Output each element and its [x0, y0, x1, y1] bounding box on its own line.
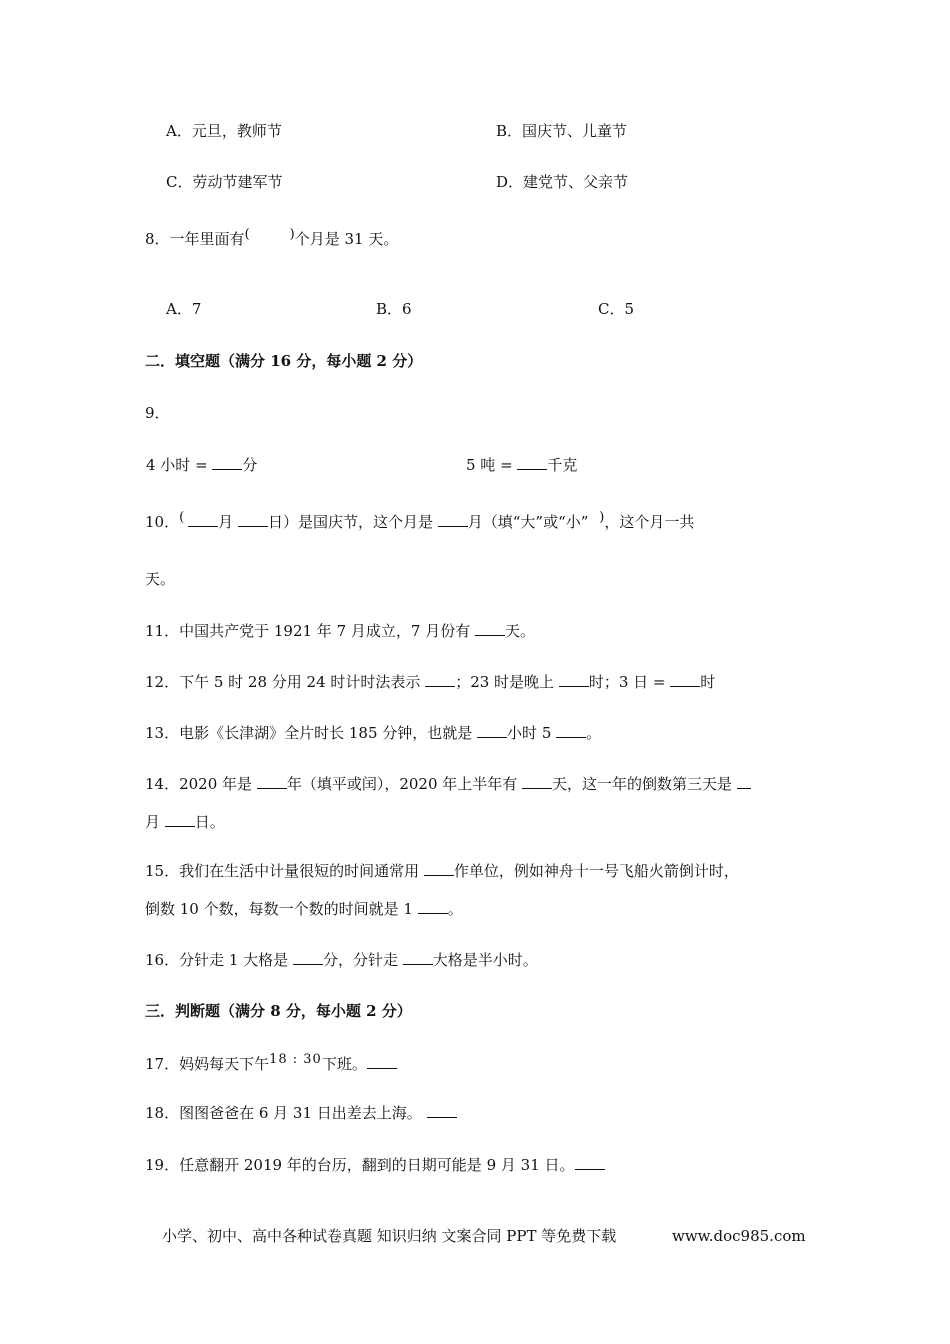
q10-paren-close: ) [599, 510, 605, 525]
question-16 [145, 950, 538, 970]
q14-text-2: 年（填平或闰），2020 年上半年有 [286, 775, 518, 793]
q14-line2-text-1: 月 [145, 813, 161, 831]
q14-blank-1[interactable] [257, 774, 287, 789]
q12-text-2: ；23 时是晚上 [455, 673, 555, 691]
q15-blank-2[interactable] [418, 899, 448, 914]
q16-blank-2[interactable] [403, 950, 433, 965]
q10-text-1: 月 [218, 513, 234, 531]
q10-text-4: ，这个月一共 [604, 513, 695, 531]
q16-text-3: 大格是半小时。 [432, 951, 538, 969]
q17-blank[interactable] [367, 1054, 397, 1069]
q8-paren-open: ( [244, 227, 250, 242]
q17-time: 18 : 30 [269, 1052, 322, 1067]
question-10 [145, 512, 694, 534]
q14-blank-2[interactable] [522, 774, 552, 789]
q7-option-c: C．劳动节建军节 [166, 173, 283, 191]
q19-blank[interactable] [575, 1155, 605, 1170]
q13-blank-2[interactable] [556, 723, 586, 738]
q13-blank-1[interactable] [477, 723, 507, 738]
q12-blank-1[interactable] [425, 672, 455, 687]
footer-text: 小学、初中、高中各种试卷真题 知识归纳 文案合同 PPT 等免费下载 [162, 1227, 617, 1245]
q9-right-before: 5 吨 = [466, 456, 518, 474]
q16-text-1: 16．分针走 1 大格是 [145, 951, 289, 969]
question-13 [145, 723, 601, 743]
q12-text-1: 12．下午 5 时 28 分用 24 时计时法表示 [145, 673, 421, 691]
q9-left-blank[interactable] [212, 455, 242, 470]
q10-blank-day[interactable] [238, 512, 268, 527]
q11-text: 11．中国共产党于 1921 年 7 月成立，7 月份有 [145, 622, 471, 640]
q12-blank-3[interactable] [670, 672, 700, 687]
q17-text-1: 17．妈妈每天下午 [145, 1055, 270, 1073]
q7-option-b: B．国庆节、儿童节 [496, 122, 628, 140]
q19-text: 19．任意翻开 2019 年的台历，翻到的日期可能是 9 月 31 日。 [145, 1156, 575, 1174]
q15-line2-text-1: 倒数 10 个数，每数一个数的时间就是 1 [145, 900, 413, 918]
q8-option-a: A．7 [166, 300, 202, 318]
q14-line2-text-2: 日。 [194, 813, 225, 831]
q18-text: 18．图图爸爸在 6 月 31 日出差去上海。 [145, 1104, 422, 1122]
q14-blank-3[interactable] [737, 774, 751, 789]
q13-text-3: 。 [586, 724, 602, 742]
q7-option-d: D．建党节、父亲节 [496, 173, 629, 191]
q8-text-after: 个月是 31 天。 [294, 230, 399, 248]
q8-option-c: C．5 [598, 300, 635, 318]
question-11 [145, 621, 535, 641]
q16-text-2: 分，分针走 [322, 951, 398, 969]
q11-blank[interactable] [475, 621, 505, 636]
q14-text-3: 天，这一年的倒数第三天是 [552, 775, 733, 793]
q9-left-after: 分 [242, 456, 258, 474]
q12-blank-2[interactable] [559, 672, 589, 687]
q15-text-1: 15．我们在生活中计量很短的时间通常用 [145, 862, 420, 880]
q10-text-3: 月（填“大”或“小” [467, 513, 589, 531]
q8-number: 8． [145, 230, 170, 248]
q14-text-1: 14．2020 年是 [145, 775, 253, 793]
q15-text-2: 作单位，例如神舟十一号飞船火箭倒计时， [453, 862, 739, 880]
q14-blank-4[interactable] [165, 812, 195, 827]
q18-blank[interactable] [427, 1103, 457, 1118]
q9-right-blank[interactable] [517, 455, 547, 470]
q7-option-a: A．元旦，教师节 [166, 122, 282, 140]
q12-text-4: 时 [700, 673, 716, 691]
question-19 [145, 1155, 605, 1175]
question-8 [145, 229, 398, 251]
question-15 [145, 861, 739, 881]
question-12 [145, 672, 715, 692]
q16-blank-1[interactable] [293, 950, 323, 965]
q8-paren-close: ) [289, 227, 295, 242]
q8-text-before: 一年里面有 [169, 230, 245, 248]
q9-left [146, 455, 257, 475]
q10-blank-size[interactable] [438, 512, 468, 527]
q10-text-2: 日）是国庆节，这个月是 [267, 513, 433, 531]
q13-text-1: 13．电影《长津湖》全片时长 185 分钟，也就是 [145, 724, 473, 742]
q15-line2-text-2: 。 [447, 900, 463, 918]
q10-blank-month[interactable] [188, 512, 218, 527]
q9-number: 9． [145, 404, 170, 422]
q12-text-3: 时；3 日 = [588, 673, 671, 691]
q14-line-2 [145, 812, 225, 832]
question-17 [145, 1054, 397, 1076]
q10-paren-open: ( [179, 510, 185, 525]
q15-blank-1[interactable] [424, 861, 454, 876]
section-3-title: 三．判断题（满分 8 分，每小题 2 分） [145, 1002, 412, 1020]
footer-url[interactable]: www.doc985.com [672, 1227, 806, 1245]
q17-text-2: 下班。 [321, 1055, 367, 1073]
section-2-title: 二．填空题（满分 16 分，每小题 2 分） [145, 352, 423, 370]
q10-number: 10． [145, 513, 180, 531]
q8-option-b: B．6 [376, 300, 412, 318]
q15-line-2 [145, 899, 463, 919]
q10-line-2: 天。 [145, 570, 176, 588]
q9-right [466, 455, 577, 475]
q13-text-2: 小时 5 [507, 724, 552, 742]
question-14 [145, 774, 751, 794]
q9-right-after: 千克 [547, 456, 578, 474]
question-18 [145, 1103, 457, 1123]
q11-after: 天。 [504, 622, 535, 640]
q9-left-before: 4 小时 = [146, 456, 213, 474]
